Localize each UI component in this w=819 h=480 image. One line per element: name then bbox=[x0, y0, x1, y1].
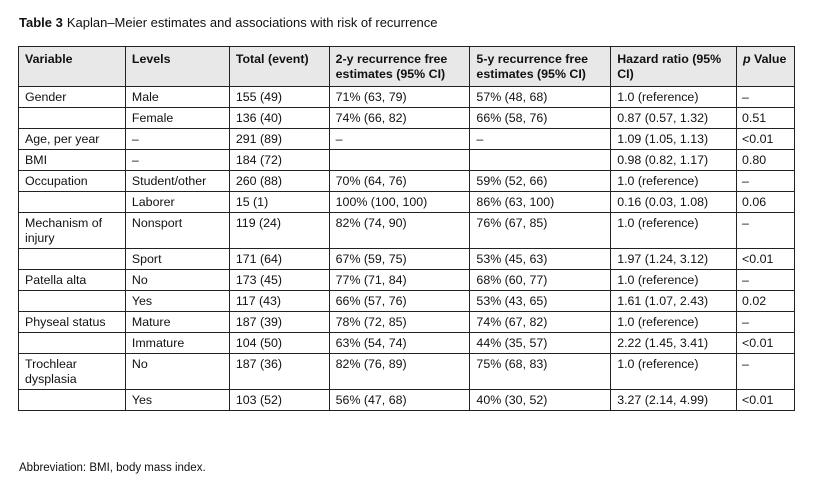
table-title: Kaplan–Meier estimates and associations with risk of recurrence bbox=[66, 15, 438, 30]
cell-level: Mature bbox=[125, 312, 229, 333]
cell-level: – bbox=[125, 129, 229, 150]
cell-2y-estimate: 77% (71, 84) bbox=[329, 270, 470, 291]
cell-level: Yes bbox=[125, 291, 229, 312]
header-total: Total (event) bbox=[229, 47, 329, 87]
header-levels: Levels bbox=[125, 47, 229, 87]
cell-variable: Age, per year bbox=[19, 129, 126, 150]
cell-level: Immature bbox=[125, 333, 229, 354]
footnote: Abbreviation: BMI, body mass index. bbox=[19, 462, 206, 474]
header-hazard-ratio: Hazard ratio (95% CI) bbox=[611, 47, 737, 87]
cell-5y-estimate: 40% (30, 52) bbox=[470, 390, 611, 411]
cell-total: 103 (52) bbox=[229, 390, 329, 411]
cell-variable bbox=[19, 249, 126, 270]
cell-level: Nonsport bbox=[125, 213, 229, 249]
table-row bbox=[19, 354, 795, 390]
cell-total: 173 (45) bbox=[229, 270, 329, 291]
cell-variable bbox=[19, 390, 126, 411]
cell-hazard-ratio: 1.0 (reference) bbox=[611, 354, 737, 390]
cell-5y-estimate: 66% (58, 76) bbox=[470, 108, 611, 129]
cell-2y-estimate: 82% (76, 89) bbox=[329, 354, 470, 390]
cell-p-value: 0.51 bbox=[737, 108, 795, 129]
header-variable: Variable bbox=[19, 47, 126, 87]
cell-hazard-ratio: 2.22 (1.45, 3.41) bbox=[611, 333, 737, 354]
cell-level: – bbox=[125, 150, 229, 171]
cell-2y-estimate: 71% (63, 79) bbox=[329, 87, 470, 108]
cell-2y-estimate: 56% (47, 68) bbox=[329, 390, 470, 411]
table-row bbox=[19, 87, 795, 108]
cell-p-value: – bbox=[737, 213, 795, 249]
cell-variable bbox=[19, 333, 126, 354]
cell-p-value: – bbox=[737, 312, 795, 333]
table-row bbox=[19, 150, 795, 171]
header-5y-estimate: 5-y recurrence free estimates (95% CI) bbox=[470, 47, 611, 87]
table-row bbox=[19, 312, 795, 333]
cell-2y-estimate: 100% (100, 100) bbox=[329, 192, 470, 213]
cell-hazard-ratio: 1.0 (reference) bbox=[611, 87, 737, 108]
table-row bbox=[19, 108, 795, 129]
cell-5y-estimate: 57% (48, 68) bbox=[470, 87, 611, 108]
cell-2y-estimate: 74% (66, 82) bbox=[329, 108, 470, 129]
cell-hazard-ratio: 1.0 (reference) bbox=[611, 213, 737, 249]
cell-level: No bbox=[125, 270, 229, 291]
cell-variable: Occupation bbox=[19, 171, 126, 192]
cell-hazard-ratio: 1.0 (reference) bbox=[611, 270, 737, 291]
cell-total: 104 (50) bbox=[229, 333, 329, 354]
cell-total: 119 (24) bbox=[229, 213, 329, 249]
cell-variable bbox=[19, 291, 126, 312]
cell-2y-estimate: – bbox=[329, 129, 470, 150]
cell-hazard-ratio: 1.61 (1.07, 2.43) bbox=[611, 291, 737, 312]
cell-total: 155 (49) bbox=[229, 87, 329, 108]
table-row bbox=[19, 213, 795, 249]
table-label: Table 3 bbox=[19, 15, 63, 30]
header-p-rest: Value bbox=[750, 52, 787, 66]
cell-total: 260 (88) bbox=[229, 171, 329, 192]
cell-2y-estimate: 70% (64, 76) bbox=[329, 171, 470, 192]
cell-2y-estimate bbox=[329, 150, 470, 171]
cell-2y-estimate: 67% (59, 75) bbox=[329, 249, 470, 270]
cell-5y-estimate: 86% (63, 100) bbox=[470, 192, 611, 213]
cell-p-value: – bbox=[737, 270, 795, 291]
cell-2y-estimate: 82% (74, 90) bbox=[329, 213, 470, 249]
cell-5y-estimate: 74% (67, 82) bbox=[470, 312, 611, 333]
cell-5y-estimate: 53% (45, 63) bbox=[470, 249, 611, 270]
cell-total: 136 (40) bbox=[229, 108, 329, 129]
table-row bbox=[19, 333, 795, 354]
table-row bbox=[19, 291, 795, 312]
cell-level: Female bbox=[125, 108, 229, 129]
cell-total: 117 (43) bbox=[229, 291, 329, 312]
cell-total: 187 (36) bbox=[229, 354, 329, 390]
table-row bbox=[19, 129, 795, 150]
cell-hazard-ratio: 1.0 (reference) bbox=[611, 171, 737, 192]
cell-total: 184 (72) bbox=[229, 150, 329, 171]
cell-p-value: <0.01 bbox=[737, 333, 795, 354]
cell-level: Sport bbox=[125, 249, 229, 270]
cell-p-value: <0.01 bbox=[737, 249, 795, 270]
cell-level: Yes bbox=[125, 390, 229, 411]
cell-p-value: 0.80 bbox=[737, 150, 795, 171]
cell-2y-estimate: 63% (54, 74) bbox=[329, 333, 470, 354]
cell-5y-estimate: 76% (67, 85) bbox=[470, 213, 611, 249]
table-row bbox=[19, 390, 795, 411]
cell-5y-estimate bbox=[470, 150, 611, 171]
cell-variable bbox=[19, 108, 126, 129]
table-caption bbox=[19, 15, 438, 30]
cell-5y-estimate: 59% (52, 66) bbox=[470, 171, 611, 192]
cell-p-value: <0.01 bbox=[737, 129, 795, 150]
cell-2y-estimate: 66% (57, 76) bbox=[329, 291, 470, 312]
cell-level: Male bbox=[125, 87, 229, 108]
cell-level: No bbox=[125, 354, 229, 390]
cell-hazard-ratio: 0.98 (0.82, 1.17) bbox=[611, 150, 737, 171]
cell-p-value: – bbox=[737, 171, 795, 192]
cell-5y-estimate: – bbox=[470, 129, 611, 150]
cell-p-value: – bbox=[737, 87, 795, 108]
table-row bbox=[19, 171, 795, 192]
cell-hazard-ratio: 0.16 (0.03, 1.08) bbox=[611, 192, 737, 213]
cell-5y-estimate: 68% (60, 77) bbox=[470, 270, 611, 291]
cell-variable: BMI bbox=[19, 150, 126, 171]
header-p-italic: p bbox=[743, 52, 751, 66]
cell-variable: Trochlear dysplasia bbox=[19, 354, 126, 390]
cell-p-value: 0.06 bbox=[737, 192, 795, 213]
cell-5y-estimate: 53% (43, 65) bbox=[470, 291, 611, 312]
cell-5y-estimate: 44% (35, 57) bbox=[470, 333, 611, 354]
table-row bbox=[19, 192, 795, 213]
cell-variable: Mechanism of injury bbox=[19, 213, 126, 249]
cell-p-value: 0.02 bbox=[737, 291, 795, 312]
cell-total: 187 (39) bbox=[229, 312, 329, 333]
cell-hazard-ratio: 3.27 (2.14, 4.99) bbox=[611, 390, 737, 411]
cell-hazard-ratio: 1.97 (1.24, 3.12) bbox=[611, 249, 737, 270]
cell-level: Laborer bbox=[125, 192, 229, 213]
cell-variable: Patella alta bbox=[19, 270, 126, 291]
cell-p-value: <0.01 bbox=[737, 390, 795, 411]
cell-variable bbox=[19, 192, 126, 213]
cell-5y-estimate: 75% (68, 83) bbox=[470, 354, 611, 390]
cell-total: 171 (64) bbox=[229, 249, 329, 270]
cell-hazard-ratio: 1.09 (1.05, 1.13) bbox=[611, 129, 737, 150]
header-p-value bbox=[737, 47, 795, 87]
table-row bbox=[19, 270, 795, 291]
cell-variable: Gender bbox=[19, 87, 126, 108]
header-row bbox=[19, 47, 795, 87]
table-body bbox=[19, 87, 795, 411]
kaplan-meier-table bbox=[18, 46, 795, 411]
cell-2y-estimate: 78% (72, 85) bbox=[329, 312, 470, 333]
cell-p-value: – bbox=[737, 354, 795, 390]
cell-hazard-ratio: 1.0 (reference) bbox=[611, 312, 737, 333]
cell-total: 291 (89) bbox=[229, 129, 329, 150]
table-row bbox=[19, 249, 795, 270]
cell-variable: Physeal status bbox=[19, 312, 126, 333]
header-2y-estimate: 2-y recurrence free estimates (95% CI) bbox=[329, 47, 470, 87]
cell-hazard-ratio: 0.87 (0.57, 1.32) bbox=[611, 108, 737, 129]
cell-total: 15 (1) bbox=[229, 192, 329, 213]
cell-level: Student/other bbox=[125, 171, 229, 192]
